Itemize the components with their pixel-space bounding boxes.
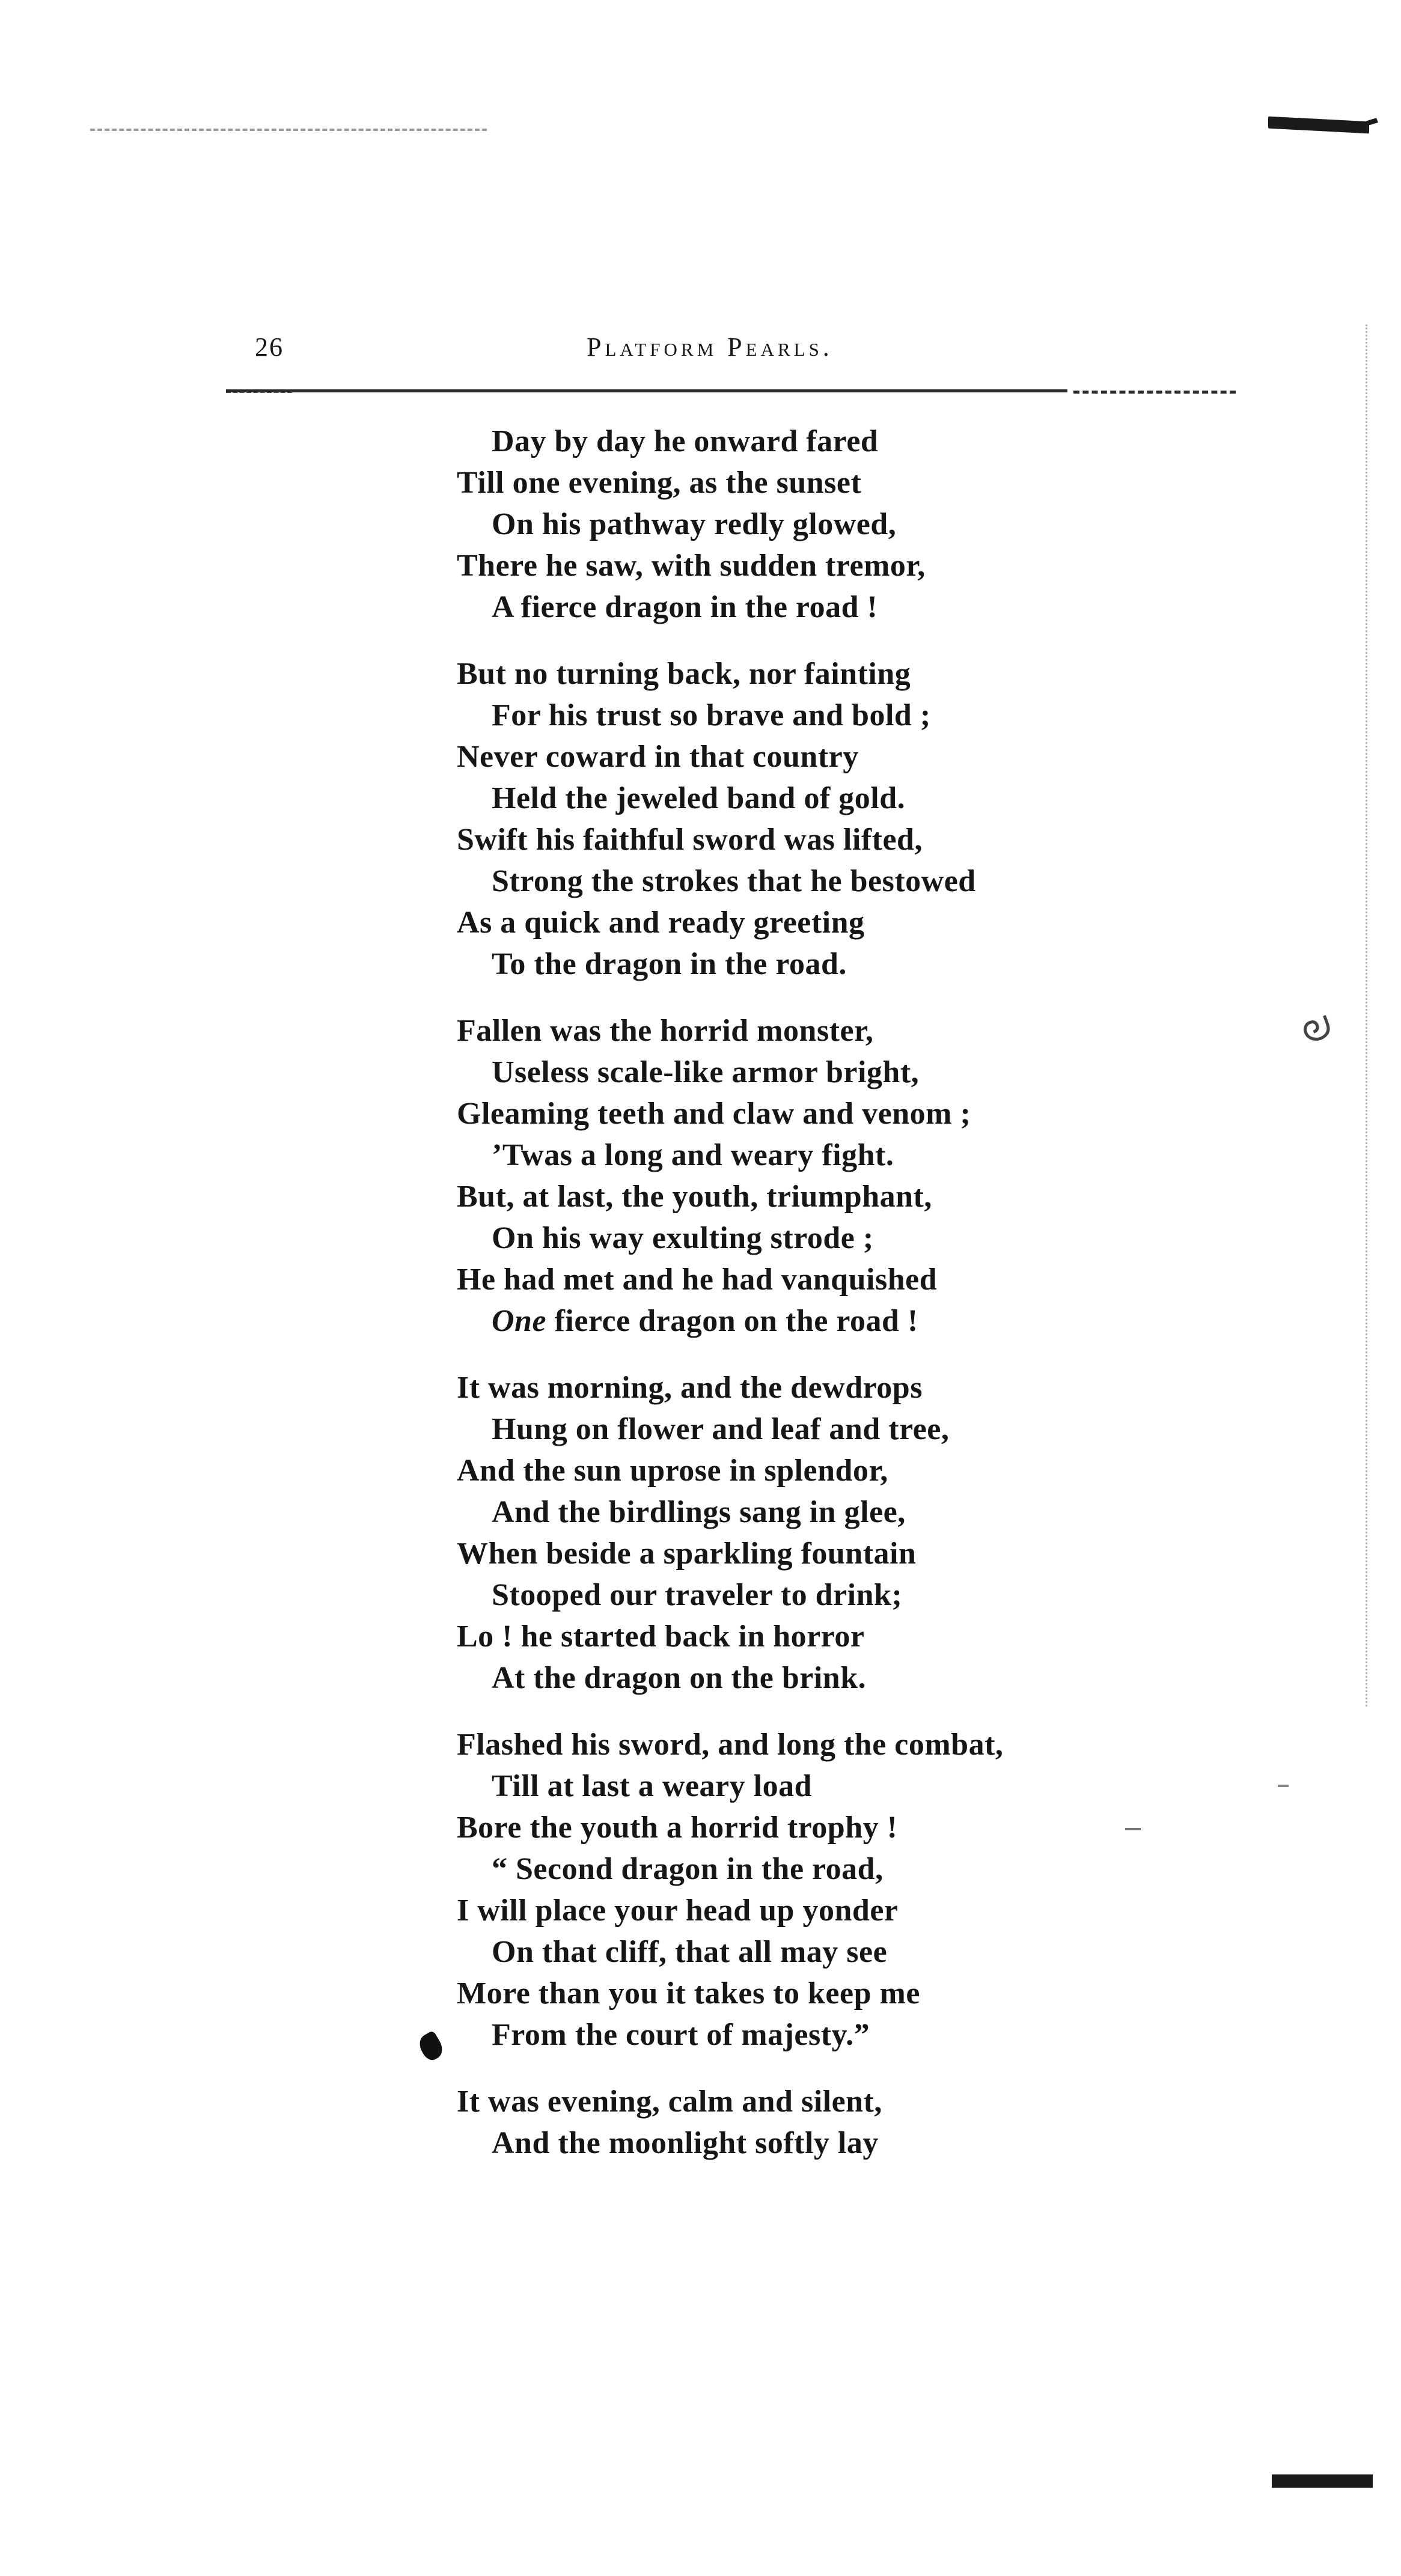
header-rule (226, 389, 1067, 392)
poem-line: Day by day he onward fared (492, 424, 879, 458)
poem-line: Never coward in that country (457, 740, 859, 774)
poem-line: At the dragon on the brink. (492, 1661, 867, 1695)
poem-line: A fierce dragon in the road ! (492, 590, 878, 624)
poem-line: Gleaming teeth and claw and venom ; (457, 1097, 971, 1131)
poem-line: He had met and he had vanquished (457, 1262, 938, 1297)
poem-line: “ Second dragon in the road, (492, 1852, 884, 1886)
stanza (457, 653, 1238, 985)
scan-artifact-squiggle: ᘐ (1293, 1011, 1339, 1049)
poem-line: And the sun uprose in splendor, (457, 1454, 888, 1488)
poem-line: It was evening, calm and silent, (457, 2084, 882, 2119)
poem-line: More than you it takes to keep me (457, 1976, 920, 2011)
scan-artifact-bottom-mark (1272, 2474, 1373, 2488)
scan-artifact-corner-mark (1268, 117, 1369, 134)
poem-line: From the court of majesty.” (492, 2018, 870, 2052)
scan-artifact-dash (1278, 1785, 1289, 1787)
poem-line: There he saw, with sudden tremor, (457, 549, 926, 583)
poem-line: For his trust so brave and bold ; (492, 698, 931, 732)
stanza (457, 1010, 1238, 1342)
poem-line: Stooped our traveler to drink; (492, 1578, 903, 1612)
poem-line: On his way exulting strode ; (492, 1221, 874, 1255)
poem-line (457, 1300, 1238, 1342)
poem-body (457, 421, 1238, 2189)
poem-line: Till one evening, as the sunset (457, 466, 862, 500)
poem-line: ’Twas a long and weary fight. (492, 1138, 894, 1172)
poem-line: Hung on flower and leaf and tree, (492, 1412, 950, 1446)
poem-line: On that cliff, that all may see (492, 1935, 888, 1969)
stanza (457, 2081, 1238, 2164)
poem-line: Held the jeweled band of gold. (492, 781, 906, 815)
poem-line-text: fierce dragon on the road ! (546, 1304, 918, 1338)
poem-line: But no turning back, nor fainting (457, 657, 911, 691)
poem-line: Useless scale-like armor bright, (492, 1055, 920, 1089)
poem-line: When beside a sparkling fountain (457, 1536, 917, 1571)
header-rule (1073, 391, 1236, 394)
poem-line: Strong the strokes that he bestowed (492, 864, 976, 898)
scan-artifact-dashes (90, 129, 487, 131)
poem-line: Bore the youth a horrid trophy ! (457, 1810, 898, 1845)
poem-line: Swift his faithful sword was lifted, (457, 823, 923, 857)
emphasized-word: One (492, 1304, 547, 1338)
scan-artifact-edge-dots (1366, 324, 1367, 1707)
poem-line: To the dragon in the road. (492, 947, 847, 981)
running-head: Platform Pearls. (587, 332, 833, 362)
poem-line: Fallen was the horrid monster, (457, 1014, 874, 1048)
poem-line: As a quick and ready greeting (457, 906, 865, 940)
page-number: 26 (255, 332, 284, 362)
stanza (457, 1367, 1238, 1699)
poem-line: And the birdlings sang in glee, (492, 1495, 906, 1529)
stanza (457, 1724, 1238, 2056)
poem-line: Flashed his sword, and long the combat, (457, 1728, 1004, 1762)
ink-blot (415, 2030, 446, 2063)
poem-line: Lo ! he started back in horror (457, 1619, 865, 1654)
poem-line: I will place your head up yonder (457, 1893, 899, 1928)
poem-line: It was morning, and the dewdrops (457, 1371, 923, 1405)
poem-line: And the moonlight softly lay (492, 2126, 879, 2160)
poem-line: Till at last a weary load (492, 1769, 812, 1803)
poem-line: On his pathway redly glowed, (492, 507, 897, 541)
stanza (457, 421, 1238, 628)
poem-line: But, at last, the youth, triumphant, (457, 1180, 932, 1214)
